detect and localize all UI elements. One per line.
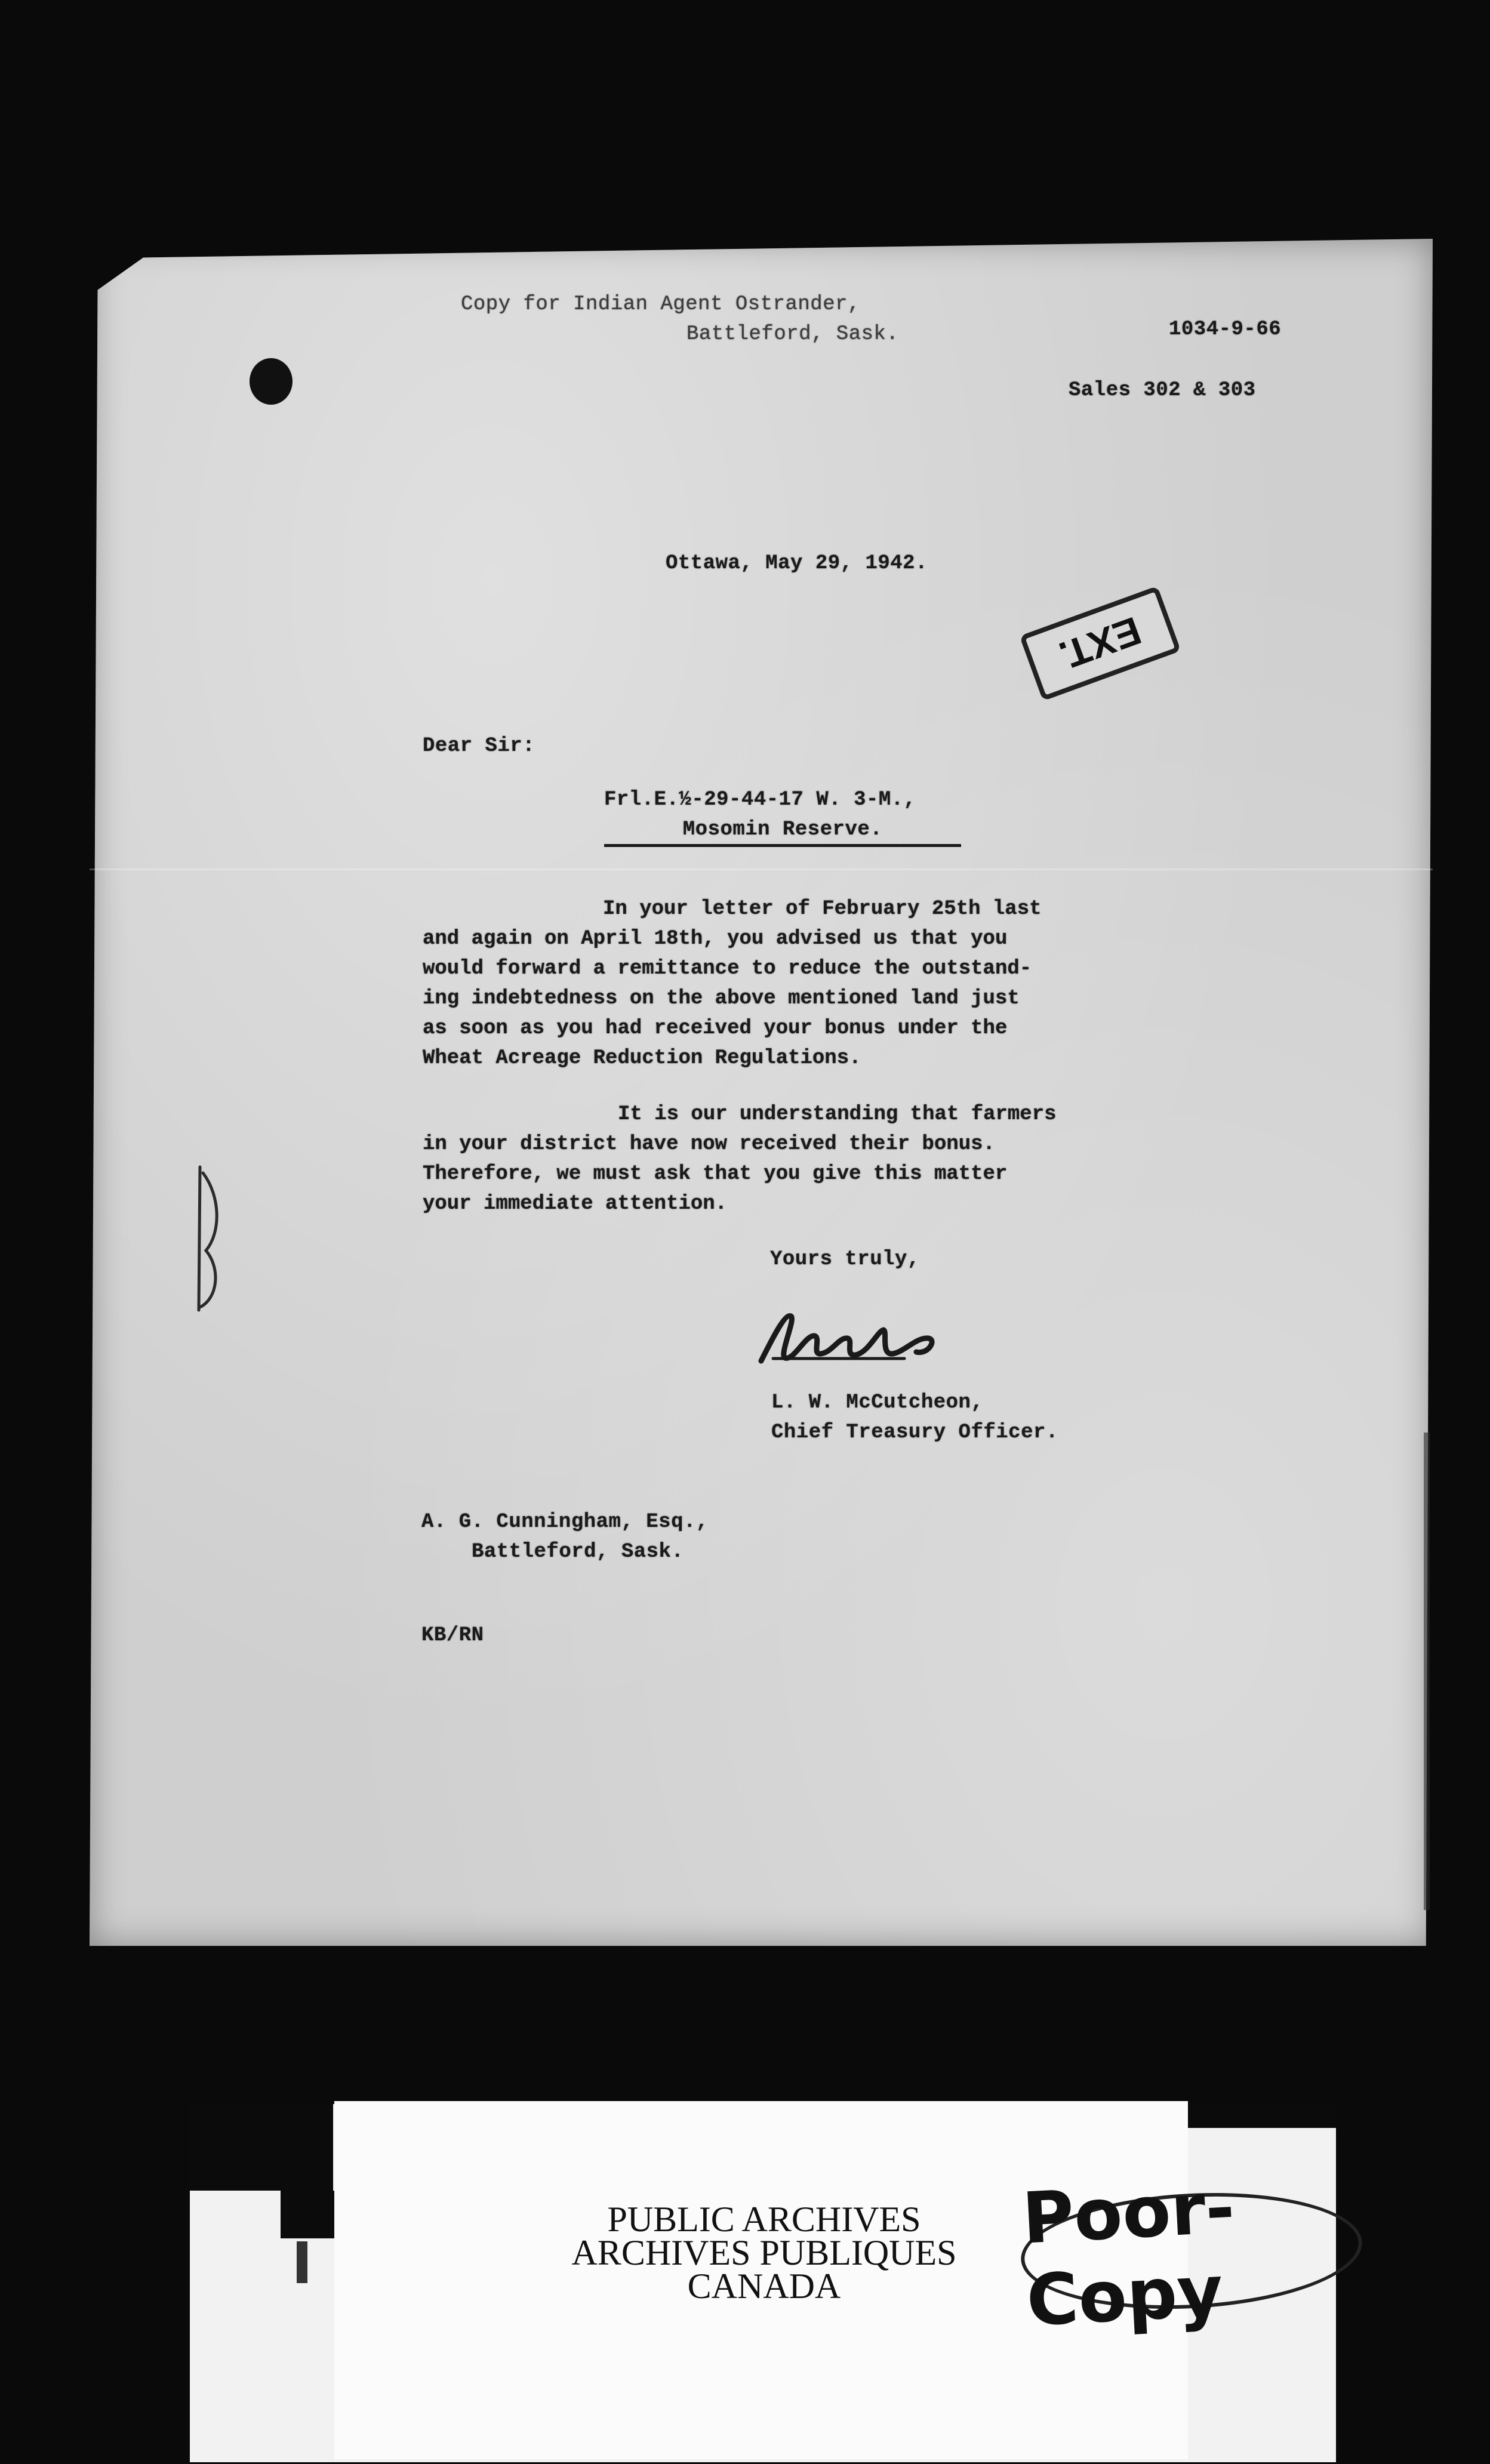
- paragraph2-line: your immediate attention.: [423, 1193, 728, 1215]
- paragraph2-line: Therefore, we must ask that you give this matter: [423, 1163, 1008, 1185]
- label-notch: [281, 2191, 334, 2238]
- addressee-city: Battleford, Sask.: [472, 1541, 684, 1563]
- copy-note-line2: Battleford, Sask.: [686, 323, 899, 346]
- reference-line2: Mosomin Reserve.: [604, 817, 961, 847]
- copy-note-line1: Copy for Indian Agent Ostrander,: [461, 293, 860, 316]
- signer-title: Chief Treasury Officer.: [771, 1421, 1058, 1444]
- archive-line1: PUBLIC ARCHIVES: [607, 2200, 921, 2239]
- fold-line: [90, 868, 1433, 870]
- paragraph1-line: and again on April 18th, you advised us that you: [423, 928, 1008, 950]
- paragraph2-line: It is our understanding that farmers: [618, 1103, 1057, 1126]
- poor-copy-note: [1018, 2166, 1365, 2342]
- paragraph1-line: as soon as you had received your bonus under the: [423, 1017, 1008, 1040]
- signature: [749, 1301, 946, 1373]
- margin-pencil-mark: [188, 1161, 224, 1316]
- ext-stamp-text: EXT.: [1053, 608, 1147, 679]
- file-number: 1034-9-66: [1169, 318, 1282, 341]
- label-notch: [1188, 2104, 1337, 2128]
- paragraph1-line: In your letter of February 25th last: [603, 898, 1042, 920]
- closing: Yours truly,: [770, 1248, 920, 1271]
- paragraph1-line: would forward a remittance to reduce the outstand-: [423, 957, 1032, 980]
- letter-page: [90, 239, 1433, 1946]
- archive-line3: CANADA: [687, 2266, 841, 2306]
- paragraph1-line: ing indebtedness on the above mentioned land just: [423, 987, 1020, 1010]
- typist-initials: KB/RN: [421, 1624, 484, 1647]
- label-mark: [297, 2241, 307, 2283]
- addressee-name: A. G. Cunningham, Esq.,: [421, 1511, 709, 1533]
- reference-line1: Frl.E.½-29-44-17 W. 3-M.,: [604, 789, 916, 811]
- paragraph2-line: in your district have now received their bonus.: [423, 1133, 995, 1156]
- letter-date: Ottawa, May 29, 1942.: [666, 552, 928, 575]
- signer-name: L. W. McCutcheon,: [771, 1391, 984, 1414]
- punch-hole: [250, 358, 293, 405]
- sales-reference: Sales 302 & 303: [1069, 379, 1256, 402]
- archive-line2: ARCHIVES PUBLIQUES: [571, 2233, 957, 2272]
- salutation: Dear Sir:: [423, 735, 535, 757]
- label-notch: [190, 2104, 333, 2191]
- poor-copy-text: Poor-Copy: [1020, 2166, 1237, 2342]
- paragraph1-line: Wheat Acreage Reduction Regulations.: [423, 1047, 861, 1070]
- page-edge-shadow: [1424, 1433, 1430, 1910]
